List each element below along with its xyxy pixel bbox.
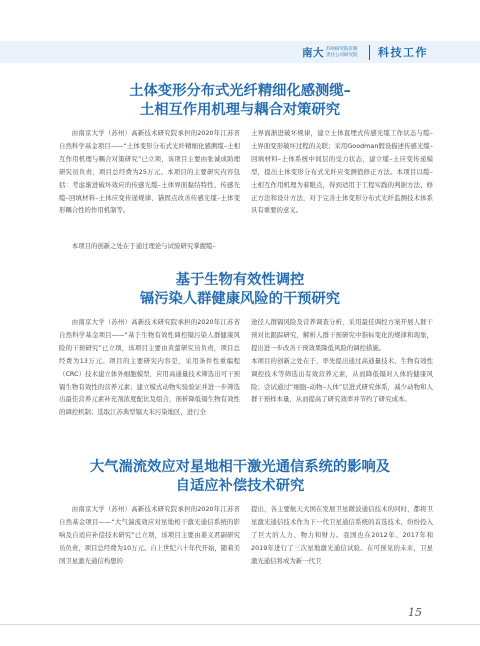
brand-sub-line-1: 苏州研究院有限 xyxy=(326,47,358,52)
article-2-title-line-1: 基于生物有效性调控 xyxy=(175,272,305,288)
brand-name: 南大 xyxy=(302,47,324,59)
article-2-title xyxy=(0,271,480,309)
header-divider xyxy=(369,45,370,60)
article-1-closing-line xyxy=(59,240,433,253)
article-3-title xyxy=(0,458,480,496)
article-3-right-column xyxy=(251,503,433,568)
article-3-title-line-2: 自适应补偿技术研究 xyxy=(175,478,305,494)
article-1-title-line-2: 土相互作用机理与耦合对策研究 xyxy=(139,102,341,118)
article-2-left-text: 由南京大学（苏州）高新技术研究院承担的2020年江苏省自然科学基金项目——“基于生物有效性调控镉污染人群健康风险的干预研究”已立项，该项目主要由黄蕾研究员负责，项目总经费为13万元。项目的主要研究内容是，采用条件性重编程（CRC）技术建立体外细胞模型，应用高通量技术筛选出可干预镉生物有效性的营养元素；建立模式动物实验验证并进一步筛选出最佳营养元素补充剂浓度配比及组合，剖析降低镉生物有效性的调控机制；选取江苏典型镉大米污染地区，进行全 xyxy=(59,318,240,417)
article-1-right-text: 土界面渐进破坏规律，建立土体直埋式传感光缆工作状态与缆–土界面变形破坏过程的关联；采用Goodman假设描述传感光缆–回填材料–土体系统中间层的受力状态，建立缆–土应变传递模型，提出土体变形分布式光纤应变测值修正方法。本项目以缆–土相互作用机理为着眼点，得到适用于工程实践的判据方法、修正方法和设计方法，对于完善土体变形分布式光纤监测技术体系具有重要的意义。 xyxy=(251,129,433,215)
article-1-left-column xyxy=(59,127,240,217)
article-2-right-column xyxy=(251,316,433,406)
article-2-right-text: 途径人群镉风险及营养调查分析，采用最佳调控方案开展人群干预对比跟踪研究，解析人群干预研究中指标变化的规律和现象，提出进一步改善干预效果降低风险的调控措施。 本项目的创新之处在于，率先提出通过高通量技术、生物有效性调控技术等筛选出有效营养元素，从而降低镉对人体的健康风险；尝试通过“细胞–动物–人体”层进式研究体系，减少动物和人群干预样本量，从而提高了研究效率并节约了研究成本。 xyxy=(251,318,433,404)
article-1-title-line-1: 土体变形分布式光纤精细化感测缆– xyxy=(129,83,351,99)
article-1-right-column xyxy=(251,127,433,217)
article-1-closing-text: 本项目的创新之处在于通过理论与试验研究掌握缆– xyxy=(71,242,216,250)
article-3-title-line-1: 大气湍流效应对星地相干激光通信系统的影响及 xyxy=(89,459,391,475)
brand-logo xyxy=(302,44,358,61)
article-3-right-text: 提出，各主要航天大国在发展卫星微波通信技术的同时，都将卫星激光通信技术作为下一代卫星通信系统的首选技术，纷纷投入了巨大的人力、物力和财力。我国也在2012年、2017年和2019年进行了三次星地激光通信试验。在可预见的未来，卫星激光通信将成为新一代卫 xyxy=(251,505,433,565)
section-label: 科技工作 xyxy=(378,46,428,59)
article-1-title xyxy=(0,82,480,120)
article-2-title-line-2: 镉污染人群健康风险的干预研究 xyxy=(139,291,341,307)
brand-sub-line-2: 责任公司研究院 xyxy=(326,52,358,58)
page-number: 15 xyxy=(408,606,422,619)
brand-subtitle xyxy=(326,47,358,58)
article-3-left-column xyxy=(59,503,240,568)
footer-rule xyxy=(0,624,480,625)
article-1-left-text: 由南京大学（苏州）高新技术研究院承担的2020年江苏省自然科学基金项目——“土体变形分布式光纤精细化感测缆–土相互作用机理与耦合对策研究”已立项，该项目主要由张诚成助理研究员负责，项目总经费为25万元。本项目的主要研究内容包括：考虑渐进破坏效应的传感光缆–土体界面黏结特性、传感光缆–回填材料–土体应变传递规律、锚固点改善传感光缆–土体变形耦合性的作用机制等。 xyxy=(59,129,240,215)
article-2-left-column xyxy=(59,316,240,419)
article-3-left-text: 由南京大学（苏州）高新技术研究院承担的2020年江苏省自然基金项目——“大气湍流效应对星地相干激光通信系统的影响及自适应补偿技术研究”已立项，该项目主要由姜义君副研究员负责，项目总经费为10万元。自上世纪六十年代开始，随着美国卫星激光通信构想的 xyxy=(59,505,240,565)
